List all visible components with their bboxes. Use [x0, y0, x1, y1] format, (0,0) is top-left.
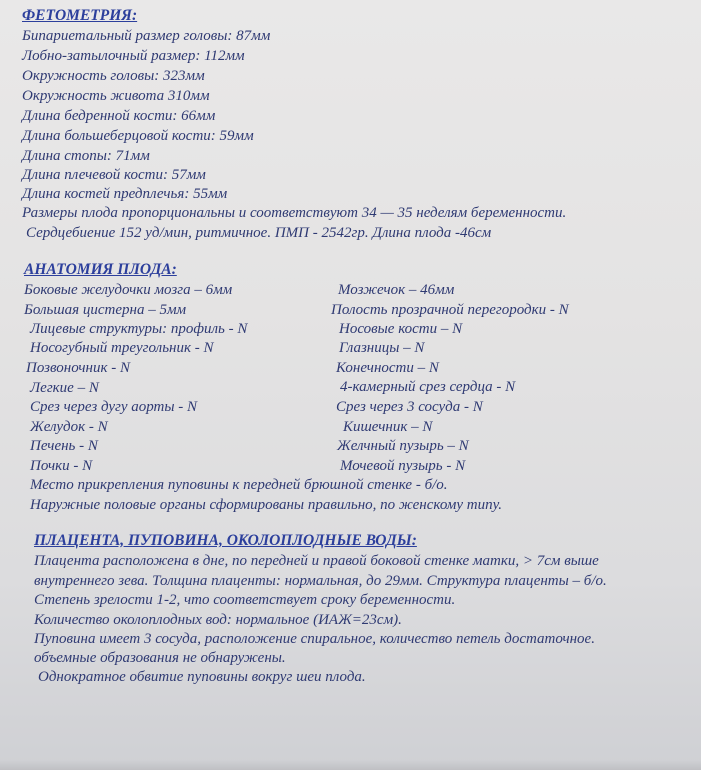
anatomy-heading: АНАТОМИЯ ПЛОДА:: [24, 261, 177, 278]
anatomy-left-item: Лицевые структуры: профиль - N: [30, 321, 248, 337]
fetometry-line: Длина большеберцовой кости: 59мм: [22, 128, 254, 144]
anatomy-left-item: Большая цистерна – 5мм: [24, 302, 187, 318]
placenta-line: Плацента расположена в дне, по передней и правой боковой стенке матки, > 7см выше: [34, 553, 599, 569]
anatomy-note: Место прикрепления пуповины к передней брюшной стенке - б/о.: [30, 477, 448, 493]
fetometry-line: Окружность живота 310мм: [22, 88, 210, 104]
placenta-line: Степень зрелости 1-2, что соответствует сроку беременности.: [34, 592, 456, 608]
anatomy-left-item: Почки - N: [30, 458, 93, 474]
fetometry-line: Длина плечевой кости: 57мм: [22, 167, 206, 183]
anatomy-right-item: Конечности – N: [336, 360, 439, 376]
anatomy-left-item: Легкие – N: [30, 380, 99, 396]
placenta-line: объемные образования не обнаружены.: [34, 650, 286, 666]
anatomy-left-item: Боковые желудочки мозга – 6мм: [24, 282, 233, 298]
anatomy-left-item: Позвоночник - N: [26, 360, 130, 376]
fetometry-line: Лобно-затылочный размер: 112мм: [22, 48, 245, 64]
fetometry-line: Длина бедренной кости: 66мм: [22, 108, 216, 124]
placenta-line: Пуповина имеет 3 сосуда, расположение спиральное, количество петель достаточное.: [34, 631, 595, 647]
fetometry-line: Длина стопы: 71мм: [22, 148, 150, 164]
anatomy-left-item: Печень - N: [30, 438, 98, 454]
placenta-line: внутреннего зева. Толщина плаценты: нормальная, до 29мм. Структура плаценты – б/о.: [34, 573, 607, 589]
anatomy-left-item: Срез через дугу аорты - N: [30, 399, 198, 415]
anatomy-right-item: Полость прозрачной перегородки - N: [331, 302, 569, 318]
anatomy-right-item: Мозжечок – 46мм: [338, 282, 455, 298]
anatomy-right-item: Мочевой пузырь - N: [340, 458, 466, 474]
placenta-heading: ПЛАЦЕНТА, ПУПОВИНА, ОКОЛОПЛОДНЫЕ ВОДЫ:: [34, 532, 417, 549]
placenta-line: Однократное обвитие пуповины вокруг шеи плода.: [38, 669, 366, 685]
anatomy-left-item: Желудок - N: [30, 419, 108, 435]
fetometry-heading: ФЕТОМЕТРИЯ:: [22, 7, 138, 24]
anatomy-right-item: Носовые кости – N: [339, 321, 463, 337]
anatomy-left-item: Носогубный треугольник - N: [30, 340, 214, 356]
anatomy-right-item: Желчный пузырь – N: [337, 438, 469, 454]
fetometry-line: Сердцебиение 152 уд/мин, ритмичное. ПМП - 2542гр. Длина плода -46см: [26, 225, 492, 241]
page-bottom-shadow: [0, 760, 701, 770]
anatomy-right-item: Кишечник – N: [343, 419, 433, 435]
fetometry-line: Окружность головы: 323мм: [22, 68, 205, 84]
placenta-line: Количество околоплодных вод: нормальное (ИАЖ=23см).: [34, 612, 402, 628]
fetometry-line: Длина костей предплечья: 55мм: [22, 186, 228, 202]
anatomy-right-item: 4-камерный срез сердца - N: [340, 379, 516, 395]
anatomy-right-item: Глазницы – N: [339, 340, 425, 356]
anatomy-note: Наружные половые органы сформированы правильно, по женскому типу.: [30, 497, 503, 513]
fetometry-line: Размеры плода пропорциональны и соответствуют 34 — 35 неделям беременности.: [22, 205, 567, 221]
anatomy-right-item: Срез через 3 сосуда - N: [336, 399, 483, 415]
fetometry-line: Бипариетальный размер головы: 87мм: [22, 28, 271, 44]
